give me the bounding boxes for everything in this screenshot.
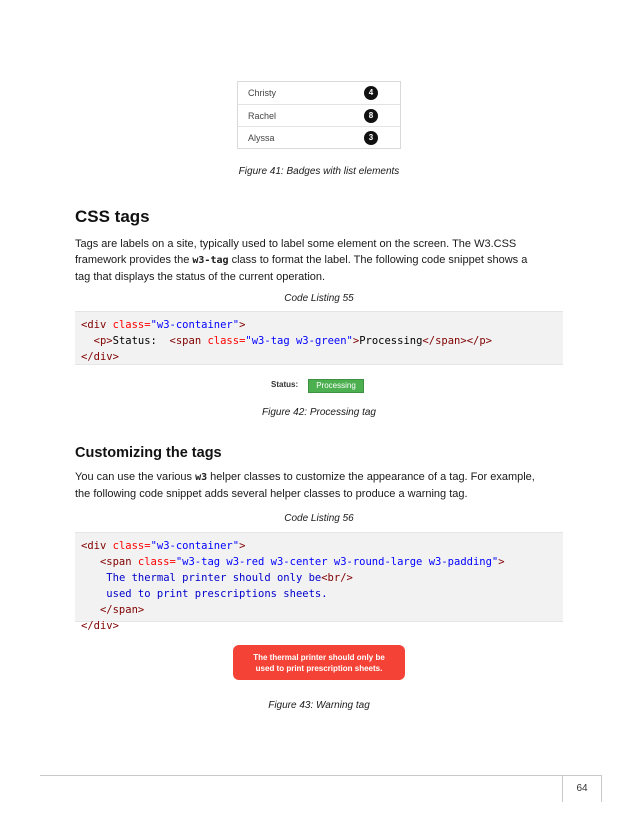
code-line: <div class="w3-container">	[81, 540, 246, 552]
section-paragraph	[75, 469, 575, 502]
processing-tag: Processing	[308, 379, 364, 393]
code-line: The thermal printer should only be<br/>	[106, 572, 353, 584]
code-listing-56	[75, 532, 563, 632]
figure-caption: Figure 41: Badges with list elements	[238, 166, 400, 177]
count-badge: 3	[364, 131, 378, 145]
count-badge: 8	[364, 109, 378, 123]
paragraph-text: helper classes to customize the appearance of a tag. For example,	[207, 471, 535, 483]
code-listing-55	[75, 311, 563, 365]
section-paragraph	[75, 236, 575, 285]
code-line: <div class="w3-container">	[81, 319, 246, 331]
section-heading: CSS tags	[75, 207, 150, 226]
footer-divider	[40, 775, 562, 776]
inline-code: w3-tag	[192, 255, 229, 266]
listing-caption: Code Listing 55	[284, 293, 354, 304]
code-line: </div>	[81, 351, 119, 363]
list-item-name: Christy	[248, 88, 277, 98]
paragraph-text: You can use the various	[75, 471, 196, 483]
list-item	[238, 104, 400, 127]
code-line: </div>	[81, 620, 119, 632]
paragraph-line: tag that displays the status of the current operation.	[75, 271, 326, 283]
status-label: Status:	[271, 380, 299, 389]
warning-tag-line: used to print prescription sheets.	[255, 664, 383, 673]
list-item	[238, 82, 400, 104]
paragraph-text: class to format the label. The following code snippet shows a	[228, 254, 528, 266]
code-line: <span class="w3-tag w3-red w3-center w3-round-large w3-padding">	[99, 556, 505, 568]
list-item-name: Rachel	[248, 111, 277, 121]
code-line: <p>Status: <span class="w3-tag w3-green">Processing</span></p>	[93, 335, 492, 347]
paragraph-line	[75, 469, 575, 486]
count-badge: 4	[364, 86, 378, 100]
listing-caption: Code Listing 56	[284, 513, 354, 524]
code-line: </span>	[99, 604, 145, 616]
warning-tag	[233, 645, 405, 680]
figure-caption: Figure 42: Processing tag	[262, 407, 376, 418]
badge-list-figure	[237, 81, 401, 149]
paragraph-line: Tags are labels on a site, typically used to label some element on the screen. The W3.CSS	[75, 238, 517, 250]
code-line: used to print prescriptions sheets.	[106, 588, 328, 600]
figure-caption: Figure 43: Warning tag	[268, 700, 370, 711]
list-item	[238, 126, 400, 149]
section-heading: Customizing the tags	[75, 445, 222, 461]
warning-tag-line: The thermal printer should only be	[253, 653, 385, 662]
list-item-name: Alyssa	[248, 133, 275, 143]
paragraph-line	[75, 252, 575, 269]
paragraph-line: the following code snippet adds several helper classes to produce a warning tag.	[75, 488, 468, 500]
inline-code: w3	[195, 472, 208, 483]
page-number: 64	[562, 775, 602, 802]
paragraph-text: framework provides the	[75, 254, 193, 266]
